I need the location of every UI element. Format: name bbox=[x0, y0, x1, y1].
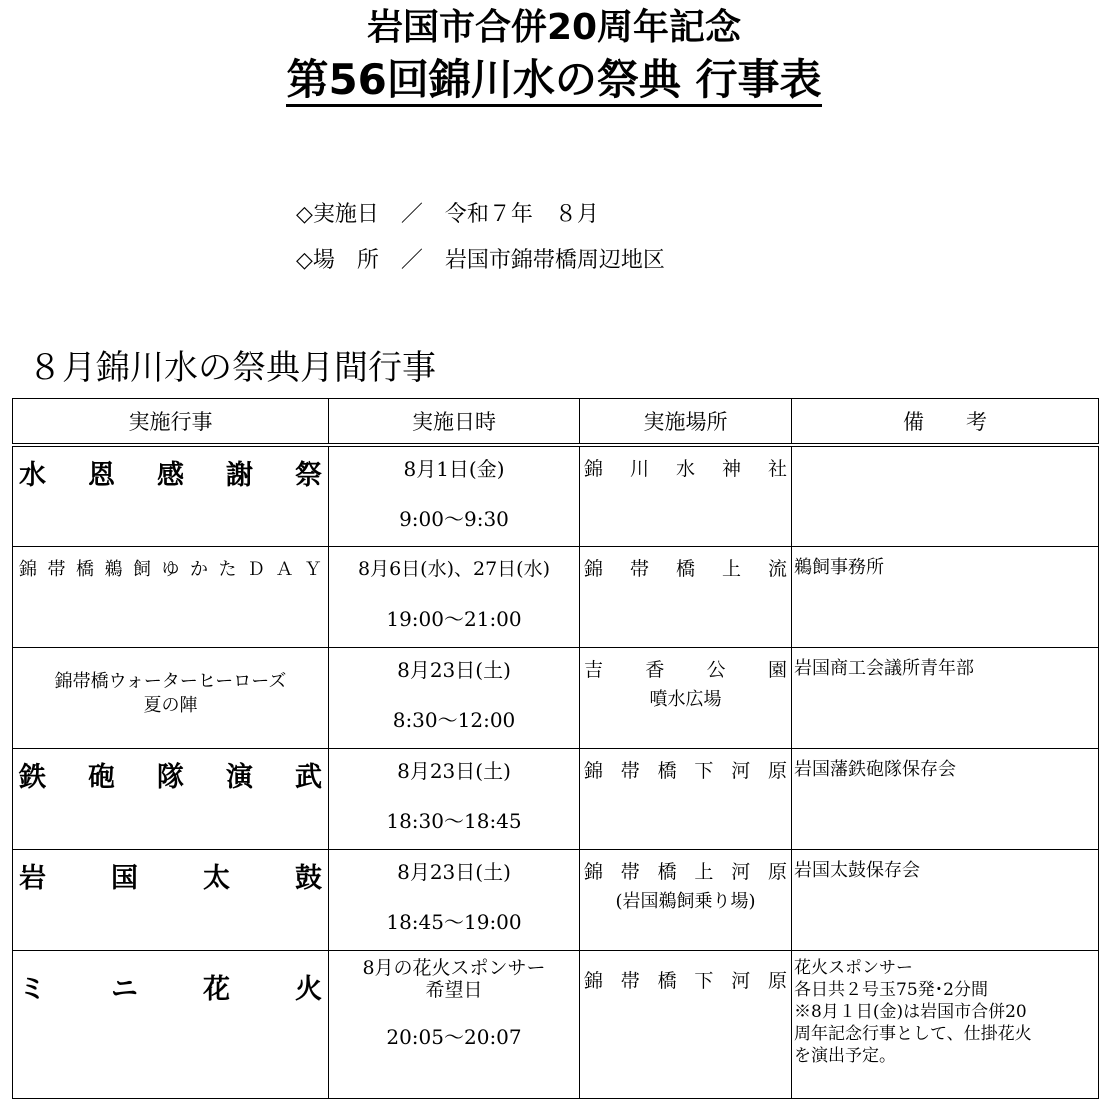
event-note-line: 花火スポンサー bbox=[794, 957, 913, 978]
event-name bbox=[13, 648, 328, 718]
event-note-line: 周年記念行事として、仕掛花火 bbox=[794, 1023, 1032, 1044]
header-place: 実施場所 bbox=[580, 399, 792, 446]
info-date: ◇実施日 ／ 令和７年 ８月 bbox=[296, 202, 599, 227]
event-place: 錦川水神社 bbox=[584, 458, 787, 480]
event-time: 20:05～20:07 bbox=[386, 1024, 522, 1049]
event-place-sub: 噴水広場 bbox=[649, 688, 722, 710]
event-time: 8:30～12:00 bbox=[392, 707, 516, 732]
info-place: ◇場 所 ／ 岩国市錦帯橋周辺地区 bbox=[296, 248, 665, 273]
event-name-line1: 錦帯橋ウォーターヒーローズ bbox=[54, 670, 287, 692]
event-note-line: を演出予定。 bbox=[794, 1045, 896, 1066]
event-note-line: 各日共２号玉75発･2分間 bbox=[794, 979, 988, 1000]
event-note bbox=[792, 447, 1098, 457]
event-date: 8月23日(土) bbox=[397, 859, 511, 884]
header-datetime: 実施日時 bbox=[329, 399, 580, 446]
schedule-table bbox=[12, 398, 1099, 1099]
event-date-line1: 8月の花火スポンサー bbox=[362, 956, 546, 979]
page-title-text: 第56回錦川水の祭典 行事表 bbox=[286, 55, 821, 107]
event-name: 岩国太鼓 bbox=[19, 862, 322, 894]
event-note: 鵜飼事務所 bbox=[794, 556, 884, 578]
event-note bbox=[792, 951, 1098, 1067]
header-notes: 備 考 bbox=[792, 399, 1099, 446]
event-place-sub: (岩国鵜飼乗り場) bbox=[615, 890, 756, 912]
event-name: 水恩感謝祭 bbox=[19, 460, 322, 491]
event-place: 錦帯橋下河原 bbox=[584, 969, 787, 992]
section-title: ８月錦川水の祭典月間行事 bbox=[28, 348, 436, 388]
event-name: ミニ花火 bbox=[19, 973, 322, 1005]
event-time: 9:00～9:30 bbox=[399, 507, 509, 531]
event-note-line: ※8月１日(金)は岩国市合併20 bbox=[794, 1001, 1027, 1022]
event-time: 19:00～21:00 bbox=[386, 606, 522, 631]
event-date: 8月6日(水)、27日(水) bbox=[357, 557, 550, 580]
event-date: 8月23日(土) bbox=[397, 657, 511, 682]
event-note: 岩国商工会議所青年部 bbox=[794, 657, 974, 679]
table-row bbox=[13, 748, 1099, 849]
page-title bbox=[0, 52, 1108, 108]
event-time: 18:45～19:00 bbox=[386, 909, 522, 934]
event-date-line2: 希望日 bbox=[425, 978, 483, 1001]
table-row bbox=[13, 445, 1099, 546]
table-row bbox=[13, 950, 1099, 1098]
table-header-row bbox=[13, 399, 1099, 446]
table-row bbox=[13, 546, 1099, 647]
event-place: 錦帯橋上河原 bbox=[584, 860, 787, 883]
event-name: 鉄砲隊演武 bbox=[19, 761, 322, 793]
event-place: 錦帯橋下河原 bbox=[584, 759, 787, 782]
event-date: 8月1日(金) bbox=[403, 457, 505, 481]
event-name-line2: 夏の陣 bbox=[143, 694, 198, 716]
header-event: 実施行事 bbox=[13, 399, 329, 446]
event-note: 岩国太鼓保存会 bbox=[794, 859, 920, 881]
table-row bbox=[13, 849, 1099, 950]
title-commemoration: 岩国市合併20周年記念 bbox=[366, 7, 742, 48]
event-name: 錦帯橋鵜飼ゆかたＤＡＹ bbox=[19, 558, 322, 580]
event-date bbox=[329, 951, 579, 1001]
event-time: 18:30～18:45 bbox=[386, 808, 522, 833]
table-row bbox=[13, 647, 1099, 748]
event-date: 8月23日(土) bbox=[397, 758, 511, 783]
event-place: 錦帯橋上流 bbox=[584, 557, 787, 580]
event-place: 吉香公園 bbox=[584, 658, 787, 681]
event-note: 岩国藩鉄砲隊保存会 bbox=[794, 758, 956, 780]
